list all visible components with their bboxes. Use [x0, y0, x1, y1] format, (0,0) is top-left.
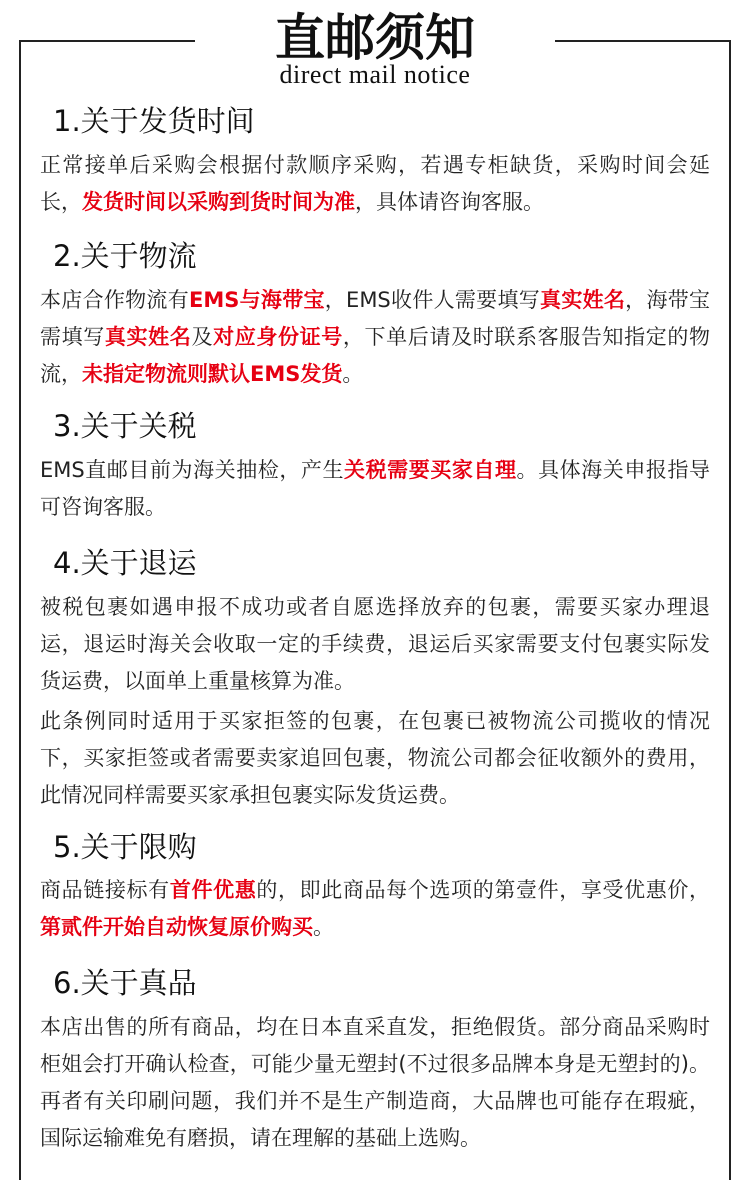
- section-body-authenticity: [40, 1009, 710, 1157]
- section-heading-return: 4.关于退运: [53, 546, 197, 580]
- body-text: EMS直邮目前为海关抽检，产生: [40, 458, 345, 482]
- highlight-text: 发货时间以采购到货时间为准: [82, 190, 355, 214]
- body-text: 本店出售的所有商品，均在日本直采直发，拒绝假货。部分商品采购时柜姐会打开确认检查，可能少量无塑封(不过很多品牌本身是无塑封的)。再者有关印刷问题，我们并不是生产制造商，大品牌也可能存在瑕疵，国际运输难免有磨损，请在理解的基础上选购。: [40, 1015, 710, 1150]
- section-body-shipping-time: [40, 147, 710, 221]
- section-body-tariff: [40, 452, 710, 526]
- body-text: 商品链接标有: [40, 878, 170, 902]
- body-text: 本店合作物流有: [40, 288, 189, 312]
- section-body-return-2: [40, 703, 710, 814]
- body-text: 及: [191, 325, 214, 349]
- section-heading-tariff: 3.关于关税: [53, 409, 197, 443]
- section-heading-logistics: 2.关于物流: [53, 239, 197, 273]
- section-heading-shipping-time: 1.关于发货时间: [53, 104, 255, 138]
- body-text: ，具体请咨询客服。: [355, 190, 544, 214]
- section-body-purchase-limit: [40, 872, 710, 946]
- body-text: ，EMS收件人需要填写: [324, 288, 541, 312]
- body-text: ，下单后请及时联系客服告知指定的物流，: [40, 325, 711, 386]
- highlight-text: EMS与海带宝: [188, 288, 325, 312]
- highlight-text: 未指定物流则默认EMS发货: [82, 362, 343, 386]
- highlight-text: 对应身份证号: [213, 325, 343, 349]
- body-text: 。具体海关申报指导可咨询客服。: [40, 458, 711, 519]
- body-text: 。: [313, 915, 334, 939]
- section-body-logistics: [40, 282, 710, 393]
- page-subtitle: direct mail notice: [279, 60, 471, 89]
- highlight-text: 真实姓名: [540, 288, 626, 312]
- highlight-text: 第贰件开始自动恢复原价购买: [40, 915, 313, 939]
- body-text: 。: [342, 362, 364, 386]
- body-text: ，海带宝需填写: [40, 288, 711, 349]
- highlight-text: 关税需要买家自理: [344, 458, 517, 482]
- body-text: 被税包裹如遇申报不成功或者自愿选择放弃的包裹，需要买家办理退运，退运时海关会收取一定的手续费，退运后买家需要支付包裹实际发货运费，以面单上重量核算为准。: [40, 595, 710, 693]
- section-heading-purchase-limit: 5.关于限购: [53, 830, 197, 864]
- section-heading-authenticity: 6.关于真品: [53, 966, 197, 1000]
- highlight-text: 首件优惠: [169, 878, 257, 902]
- highlight-text: 真实姓名: [104, 325, 192, 349]
- body-text: 此条例同时适用于买家拒签的包裹，在包裹已被物流公司揽收的情况下，买家拒签或者需要卖家追回包裹，物流公司都会征收额外的费用，此情况同样需要买家承担包裹实际发货运费。: [40, 709, 710, 807]
- page-title: 直邮须知: [275, 8, 475, 67]
- body-text: 正常接单后采购会根据付款顺序采购，若遇专柜缺货，采购时间会延长，: [40, 153, 710, 214]
- section-body-return-1: [40, 589, 710, 700]
- body-text: 的，即此商品每个选项的第壹件，享受优惠价，: [256, 878, 711, 902]
